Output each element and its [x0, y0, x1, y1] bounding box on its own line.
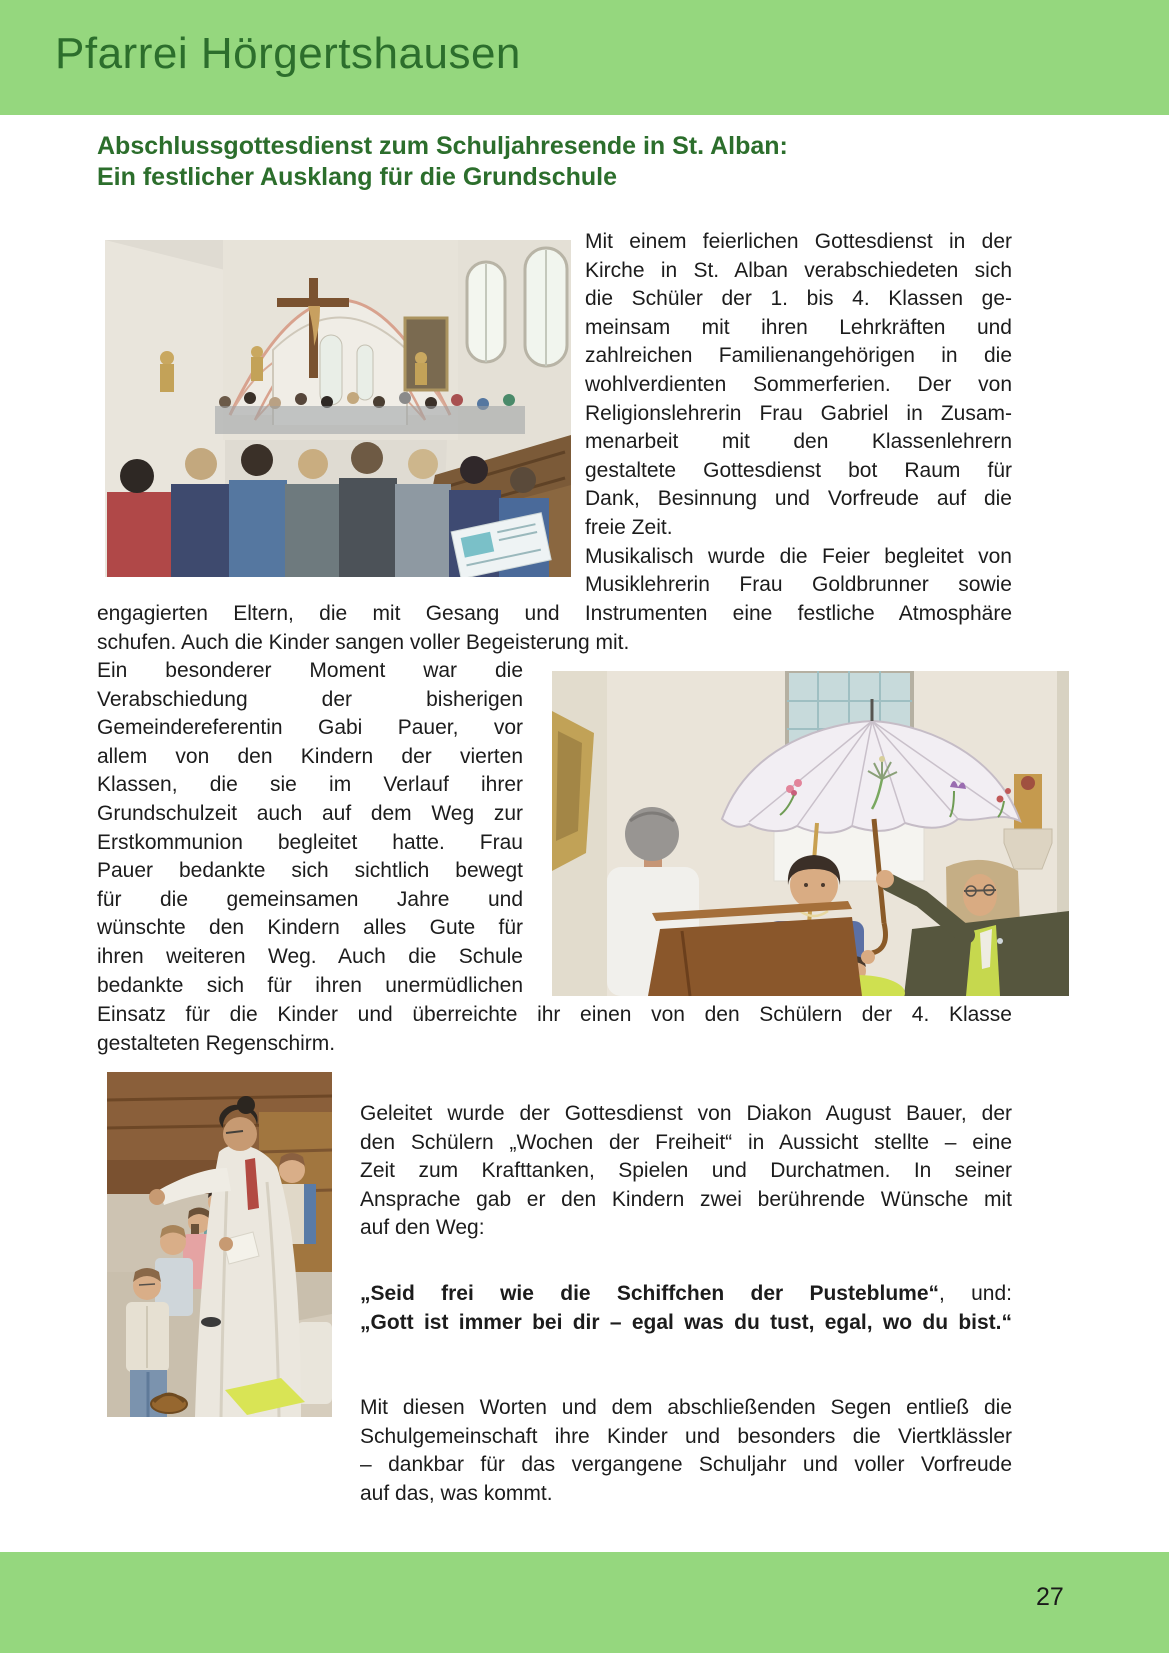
text-line: schufen. Auch die Kinder sangen voller Begeisterung mit.: [97, 630, 630, 654]
text-line: freie Zeit.: [585, 515, 673, 539]
text-line: Klassen, die sie im Verlauf ihrer: [97, 773, 523, 797]
text-line: engagierten Eltern, die mit Gesang und Instrumenten eine festliche Atmosphäre: [97, 602, 1012, 625]
quote-block: [360, 1280, 1012, 1337]
paragraph-farewell-continued: [97, 1001, 1012, 1058]
paragraph-music-continued: [97, 600, 1012, 657]
text-line: auf den Weg:: [360, 1216, 485, 1240]
text-line: Ein besonderer Moment war die: [97, 659, 523, 682]
text-line: Ansprache gab er den Kindern zwei berührende Wünsche mit: [360, 1187, 1012, 1211]
paragraph-deacon: [360, 1100, 1012, 1243]
text-line: Erstkommunion begleitet hatte. Frau: [97, 830, 523, 854]
text-line: menarbeit mit den Klassenlehrern: [585, 430, 1012, 454]
text-line: Kirche in St. Alban verabschiedeten sich: [585, 258, 1012, 282]
text-line: die Schüler der 1. bis 4. Klassen ge-: [585, 287, 1012, 311]
article-headline: [97, 131, 1017, 193]
footer-band: [0, 1552, 1169, 1653]
text-line: wünschte den Kindern alles Gute für: [97, 916, 523, 940]
text-line: Gemeindereferentin Gabi Pauer, vor: [97, 716, 523, 740]
text-line: Geleitet wurde der Gottesdienst von Diakon August Bauer, der: [360, 1102, 1012, 1125]
text-line: gestalteten Regenschirm.: [97, 1031, 336, 1055]
text-line: Verabschiedung der bisherigen: [97, 687, 523, 711]
photo-church-congregation: [105, 240, 571, 577]
headline-line-2: Ein festlicher Ausklang für die Grundschule: [97, 163, 618, 191]
paragraph-intro: [585, 228, 1012, 600]
text-line: Zeit zum Krafttanken, Spielen und Durchatmen. In seiner: [360, 1159, 1012, 1183]
text-line: allem von den Kindern der vierten: [97, 744, 523, 768]
text-line: Pauer bedankte sich sichtlich bewegt: [97, 859, 523, 883]
text-line: den Schülern „Wochen der Freiheit“ in Aussicht stellte – eine: [360, 1130, 1012, 1154]
photo-deacon-blessing: [107, 1072, 332, 1417]
text-line: bedankte sich für ihren unermüdlichen: [97, 973, 523, 997]
page-number: 27: [1036, 1583, 1064, 1611]
photo-umbrella-presentation: [552, 671, 1069, 996]
text-line: Grundschulzeit auch auf dem Weg zur: [97, 801, 523, 825]
text-line: wohlverdienten Sommerferien. Der von: [585, 372, 1012, 396]
paragraph-closing: [360, 1394, 1012, 1508]
text-line: Musiklehrerin Frau Goldbrunner sowie: [585, 573, 1012, 597]
text-line: Einsatz für die Kinder und überreichte ihr einen von den Schülern der 4. Klasse: [97, 1003, 1012, 1026]
text-line: – dankbar für das vergangene Schuljahr und voller Vorfreude: [360, 1453, 1012, 1477]
text-line: Mit diesen Worten und dem abschließenden Segen entließ die: [360, 1396, 1012, 1419]
quote-line-1: [360, 1280, 1012, 1309]
text-line: Religionslehrerin Frau Gabriel in Zusam-: [585, 401, 1012, 425]
text-line: Schulgemeinschaft ihre Kinder und besonders die Viertklässler: [360, 1424, 1012, 1448]
header-band: [0, 0, 1169, 115]
quote-bold-text: „Seid frei wie die Schiffchen der Pusteblume“: [360, 1282, 939, 1305]
text-line: gestaltete Gottesdienst bot Raum für: [585, 458, 1012, 482]
text-line: für die gemeinsamen Jahre und: [97, 887, 523, 911]
text-line: ihren weiteren Weg. Auch die Schule: [97, 944, 523, 968]
text-line: meinsam mit ihren Lehrkräften und: [585, 315, 1012, 339]
newsletter-title: Pfarrei Hörgertshausen: [55, 29, 521, 78]
quote-regular-text: , und:: [939, 1282, 1012, 1305]
text-line: Musikalisch wurde die Feier begleitet von: [585, 544, 1012, 568]
paragraph-farewell: [97, 657, 523, 1000]
quote-line-2: „Gott ist immer bei dir – egal was du tust, egal, wo du bist.“: [360, 1310, 1012, 1334]
text-line: Mit einem feierlichen Gottesdienst in der: [585, 230, 1012, 253]
text-line: Dank, Besinnung und Vorfreude auf die: [585, 487, 1012, 511]
headline-line-1: Abschlussgottesdienst zum Schuljahresende in St. Alban:: [97, 132, 788, 160]
text-line: zahlreichen Familienangehörigen in die: [585, 344, 1012, 368]
text-line: auf das, was kommt.: [360, 1481, 553, 1505]
